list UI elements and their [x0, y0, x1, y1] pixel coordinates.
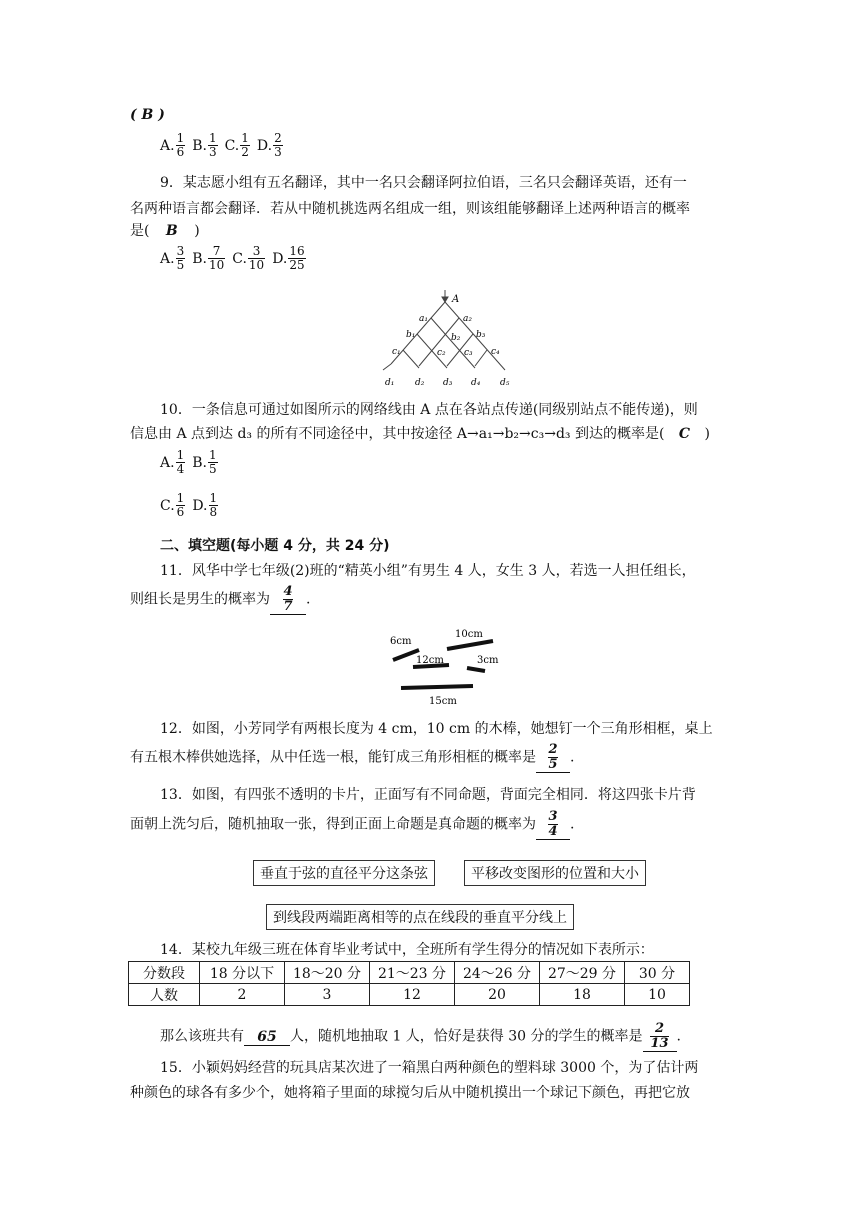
- sticks-diagram: [385, 627, 505, 709]
- table-cell: 2: [200, 984, 285, 1006]
- table-cell: 12: [370, 984, 455, 1006]
- q9-options: [160, 245, 313, 272]
- table-cell: 分数段: [129, 962, 200, 984]
- node-A: A: [452, 294, 460, 305]
- proposition-card-1: 垂直于弦的直径平分这条弦: [253, 860, 435, 886]
- node-b1: b₁: [406, 330, 416, 340]
- q11-answer-blank: $\frac{4}{7}$: [270, 585, 306, 615]
- q12-answer-blank: $\frac{2}{5}$: [536, 743, 570, 773]
- q13-line1: 13．如图，有四张不透明的卡片，正面写有不同命题，背面完全相同．将这四张卡片背: [160, 787, 696, 803]
- network-diagram: [375, 288, 525, 390]
- option-b: B. $\frac{1}{3}$: [192, 131, 217, 159]
- stick-6cm-label: 6cm: [390, 636, 412, 647]
- q12-line1: 12．如图，小芳同学有两根长度为 4 cm，10 cm 的木棒，她想钉一个三角形相框，桌上: [160, 721, 713, 737]
- option-b: B. $\frac{1}{5}$: [192, 448, 217, 476]
- table-row: [129, 984, 690, 1006]
- proposition-card-3: 到线段两端距离相等的点在线段的垂直平分线上: [266, 904, 574, 930]
- table-row: [129, 962, 690, 984]
- table-cell: 18 分以下: [200, 962, 285, 984]
- table-cell: 21～23 分: [370, 962, 455, 984]
- q8-options: [160, 132, 290, 159]
- stick-15cm-label: 15cm: [429, 696, 457, 707]
- node-c1: c₁: [392, 347, 401, 357]
- node-c2: c₂: [437, 348, 446, 358]
- q13-answer-blank: $\frac{3}{4}$: [536, 810, 570, 840]
- q15-line1: 15．小颖妈妈经营的玩具店某次进了一箱黑白两种颜色的塑料球 3000 个，为了估计两: [160, 1060, 699, 1076]
- table-cell: 10: [625, 984, 690, 1006]
- q8-answer-line: [130, 107, 165, 123]
- stick-10cm-label: 10cm: [455, 629, 483, 640]
- option-a: A. $\frac{1}{6}$: [160, 131, 185, 159]
- table-cell: 18～20 分: [285, 962, 370, 984]
- node-d1: d₁: [385, 378, 395, 388]
- node-d5: d₅: [500, 378, 510, 388]
- node-d4: d₄: [471, 378, 481, 388]
- node-d2: d₂: [415, 378, 425, 388]
- q10-answer: C: [678, 426, 691, 442]
- table-cell: 30 分: [625, 962, 690, 984]
- q13-line2: 面朝上洗匀后，随机抽取一张，得到正面上命题是真命题的概率为 $\frac{3}{4}$ .: [130, 809, 575, 839]
- q12-line2: 有五根木棒供她选择，从中任选一根，能钉成三角形相框的概率是 $\frac{2}{5}$ .: [130, 742, 575, 772]
- table-cell: 24～26 分: [455, 962, 540, 984]
- q9-line2: 名两种语言都会翻译．若从中随机挑选两名组成一组，则该组能够翻译上述两种语言的概率: [130, 201, 690, 217]
- option-a: A. $\frac{1}{4}$: [160, 448, 185, 476]
- q15-line2: 种颜色的球各有多少个，她将箱子里面的球搅匀后从中随机摸出一个球记下颜色，再把它放: [130, 1085, 690, 1101]
- stick-12cm-label: 12cm: [416, 655, 444, 666]
- q10-line2: 信息由 A 点到达 d₃ 的所有不同途径中，其中按途径 A→a₁→b₂→c₃→d₃ 到达的概率是( C ): [130, 426, 710, 442]
- q8-answer: ( B ): [130, 107, 165, 123]
- section-heading: 二、填空题(每小题 4 分，共 24 分): [160, 538, 390, 554]
- q10-line1: 10．一条信息可通过如图所示的网络线由 A 点在各站点传递(同级别站点不能传递)，则: [160, 402, 698, 418]
- q14-after-line: 那么该班共有 65 人，随机地抽取 1 人，恰好是获得 30 分的学生的概率是 $\frac{2}{13}$ .: [160, 1021, 681, 1051]
- option-d: D. $\frac{1}{8}$: [192, 491, 218, 519]
- q11-line2: 则组长是男生的概率为 $\frac{4}{7}$ .: [130, 584, 311, 614]
- option-a: A. $\frac{3}{5}$: [160, 244, 185, 272]
- q10-options-row1: [160, 449, 225, 476]
- q11-line1: 11．风华中学七年级(2)班的“精英小组”有男生 4 人，女生 3 人，若选一人担任组长，: [160, 563, 696, 579]
- node-c4: c₄: [491, 347, 500, 357]
- option-b: B. $\frac{7}{10}$: [192, 244, 225, 272]
- q9-line1: 9．某志愿小组有五名翻译，其中一名只会翻译阿拉伯语，三名只会翻译英语，还有一: [160, 175, 687, 191]
- q10-options-row2: [160, 492, 225, 519]
- q14-prob-blank: $\frac{2}{13}$: [643, 1022, 677, 1052]
- node-b3: b₃: [476, 330, 486, 340]
- node-a2: a₂: [463, 314, 472, 324]
- q14-total-blank: 65: [244, 1029, 290, 1046]
- stick-3cm-label: 3cm: [477, 655, 499, 666]
- node-d3: d₃: [443, 378, 453, 388]
- option-c: C. $\frac{1}{6}$: [160, 491, 185, 519]
- option-c: C. $\frac{1}{2}$: [224, 131, 249, 159]
- option-d: D. $\frac{2}{3}$: [256, 131, 282, 159]
- q14-line1: 14．某校九年级三班在体育毕业考试中，全班所有学生得分的情况如下表所示：: [160, 942, 654, 958]
- node-b2: b₂: [451, 333, 461, 343]
- table-cell: 3: [285, 984, 370, 1006]
- q9-line3: 是( B ): [130, 223, 200, 239]
- proposition-card-2: 平移改变图形的位置和大小: [464, 860, 646, 886]
- table-cell: 人数: [129, 984, 200, 1006]
- q9-answer: B: [165, 223, 178, 239]
- option-d: D. $\frac{16}{25}$: [272, 244, 305, 272]
- table-cell: 27～29 分: [540, 962, 625, 984]
- node-c3: c₃: [464, 348, 473, 358]
- table-cell: 18: [540, 984, 625, 1006]
- node-a1: a₁: [419, 314, 428, 324]
- option-c: C. $\frac{3}{10}$: [232, 244, 265, 272]
- score-table: [128, 961, 690, 1006]
- table-cell: 20: [455, 984, 540, 1006]
